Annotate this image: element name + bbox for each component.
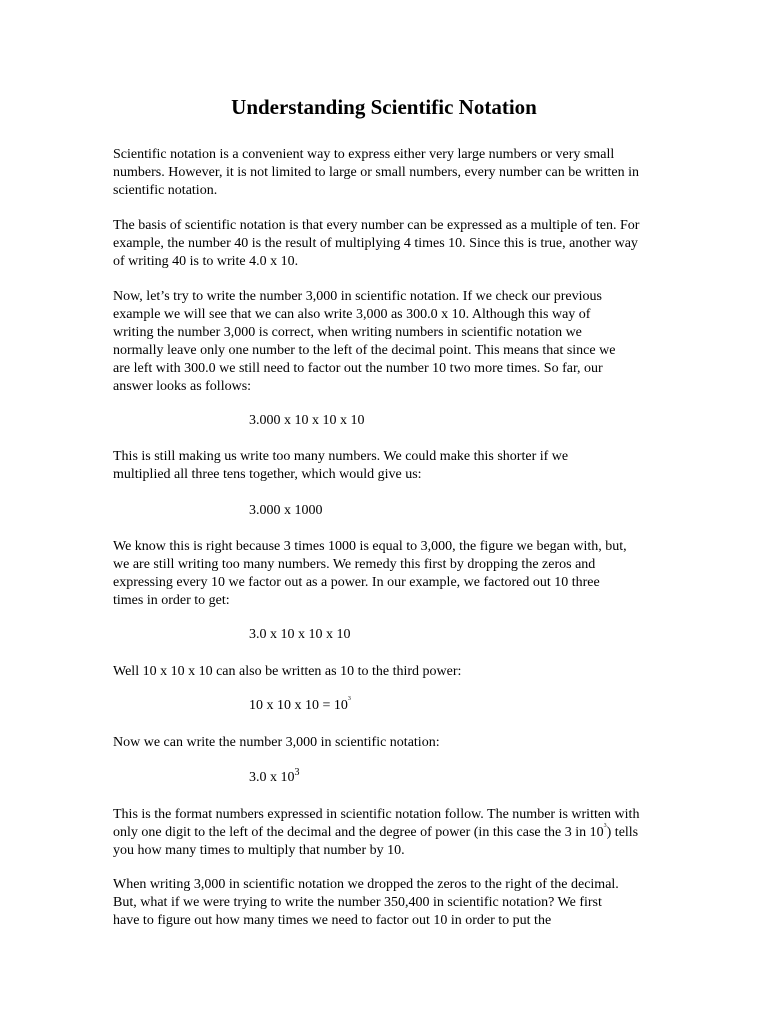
equation-times-thousand: 3.000 x 1000 (249, 503, 323, 518)
paragraph-intro: Scientific notation is a convenient way to express either very large numbers or very small numbers. However, it is not limited to large or small numbers, every number can be written in scientific notation. (113, 147, 639, 198)
equation-power-base: 10 x 10 x 10 = 10 (249, 698, 348, 713)
paragraph-basis: The basis of scientific notation is that every number can be expressed as a multiple of ten. For example, the number 40 is the result of multiplying 4 times 10. Since this is true, another way of writing 40 is to write 4.0 x 10. (113, 218, 640, 269)
equation-factored-tens: 3.0 x 10 x 10 x 10 (249, 627, 351, 642)
paragraph-format (113, 806, 673, 860)
equation-scientific-3000 (249, 769, 300, 787)
equation-scientific-exponent: 3 (294, 767, 300, 778)
paragraph-example-3000: Now, let’s try to write the number 3,000 in scientific notation. If we check our previous example we will see that we can also write 3,000 as 300.0 x 10. Although this way of writing the number 3,000 is correct, when writing numbers in scientific notation we normally leave only one number to the left of the decimal point. This means that since we are left with 300.0 we still need to factor out the number 10 two more times. So far, our answer looks as follows: (113, 289, 616, 394)
paragraph-write-3000: Now we can write the number 3,000 in scientific notation: (113, 735, 440, 750)
format-line-1: This is the format numbers expressed in scientific notation follow. The number is written with (113, 807, 640, 822)
format-line-2-exponent: 3 (603, 823, 607, 829)
equation-power-exponent: 3 (347, 696, 351, 702)
paragraph-350400: When writing 3,000 in scientific notation we dropped the zeros to the right of the decimal. But, what if we were trying to write the number 350,400 in scientific notation? We first have to figure out how many times we need to factor out 10 in order to put the (113, 877, 619, 928)
equation-power-of-ten (249, 697, 351, 715)
document-title: Understanding Scientific Notation (231, 95, 537, 119)
paragraph-remedy: We know this is right because 3 times 1000 is equal to 3,000, the figure we began with, but, we are still writing too many numbers. We remedy this first by dropping the zeros and expressing every 10 we factor out as a power. In our example, we factored out 10 three times in order to get: (113, 539, 627, 608)
paragraph-third-power: Well 10 x 10 x 10 can also be written as 10 to the third power: (113, 664, 462, 679)
equation-expanded-tens: 3.000 x 10 x 10 x 10 (249, 413, 365, 428)
paragraph-too-many-numbers: This is still making us write too many numbers. We could make this shorter if we multiplied all three tens together, which would give us: (113, 449, 569, 482)
format-line-2-start: only one digit to the left of the decimal and the degree of power (in this case the 3 in 10 (113, 825, 604, 840)
format-line-3: you how many times to multiply that number by 10. (113, 843, 405, 858)
format-line-2-end: ) tells (606, 825, 639, 840)
equation-scientific-base: 3.0 x 10 (249, 770, 295, 785)
